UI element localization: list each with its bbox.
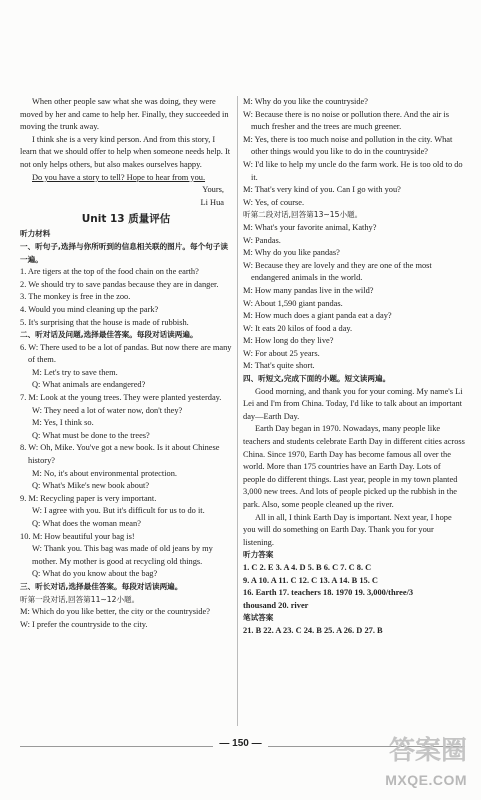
dialogue-question: Q: What does the woman mean? xyxy=(32,519,141,528)
dialogue-line: W: I'd like to help my uncle do the farm work. He is too old to do it. xyxy=(243,159,463,182)
dialogue-line: 10. M: How beautiful your bag is! xyxy=(20,531,135,541)
answers-heading: 笔试答案 xyxy=(243,613,274,623)
dialogue-question: Q: What do you know about the bag? xyxy=(32,569,158,579)
sentence-item: 4. Would you mind cleaning up the park? xyxy=(20,304,159,314)
answers-heading: 听力答案 xyxy=(243,550,274,560)
answer-line: 21. B 22. A 23. C 24. B 25. A 26. D 27. B xyxy=(243,625,383,635)
letter-closing-line: Do you have a story to tell? Hope to hear from you. xyxy=(32,172,206,182)
dialogue-line: W: I prefer the countryside to the city. xyxy=(20,619,148,629)
letter-paragraph: I think she is a very kind person. And from this story, I learn that we should offer to help when someone needs help. It not only helps others, but also makes ourselves happy. xyxy=(20,134,231,169)
part-heading: 四、听短文,完成下面的小题。短文读两遍。 xyxy=(243,374,391,384)
dialogue-line: W: I agree with you. But it's difficult for us to do it. xyxy=(32,506,205,516)
dialogue-line: 7. M: Look at the young trees. They were planted yesterday. xyxy=(20,393,222,403)
dialogue-line: M: How many pandas live in the wild? xyxy=(243,285,374,295)
sentence-item: 3. The monkey is free in the zoo. xyxy=(20,292,131,302)
dialogue-line: M: How much does a giant panda eat a day? xyxy=(243,311,392,321)
answer-line: 1. C 2. E 3. A 4. D 5. B 6. C 7. C 8. C xyxy=(243,562,372,572)
watermark-glyphs: 答案圈 xyxy=(388,736,467,766)
unit-title: Unit 13 质量评估 xyxy=(81,213,171,226)
part-heading: 三、听长对话,选择最佳答案。每段对话读两遍。 xyxy=(20,581,183,591)
dialogue-line: 6. W: There used to be a lot of pandas. But now there are many of them. xyxy=(20,342,232,365)
dialogue-line: M: Why do you like the countryside? xyxy=(243,97,368,106)
dialogue-line: W: It eats 20 kilos of food a day. xyxy=(243,323,353,333)
right-column xyxy=(243,96,465,638)
dialogue-line: 8. W: Oh, Mike. You've got a new book. Is it about Chinese history? xyxy=(20,443,220,466)
dialogue-line: W: For about 25 years. xyxy=(243,348,320,358)
conversation-intro: 听第二段对话,回答第13~15小题。 xyxy=(243,210,363,220)
dialogue-line: M: No, it's about environmental protection. xyxy=(32,468,178,478)
letter-signature: Li Hua xyxy=(200,197,224,207)
dialogue-line: M: Yes, there is too much noise and pollution in the city. What other things would you like to do in the countryside? xyxy=(243,134,453,157)
left-column xyxy=(20,96,232,631)
column-divider xyxy=(237,96,238,726)
sentence-item: 1. Are tigers at the top of the food chain on the earth? xyxy=(20,267,199,277)
letter-paragraph: When other people saw what she was doing, they were moved by her and came to help her. Finally, they succeeded in moving the trunk away. xyxy=(20,97,229,132)
page-number-text: — 150 — xyxy=(213,738,267,749)
sentence-item: 5. It's surprising that the house is made of rubbish. xyxy=(20,317,189,327)
dialogue-line: W: They need a lot of water now, don't they? xyxy=(32,405,183,415)
dialogue-line: M: How long do they live? xyxy=(243,336,334,346)
dialogue-line: W: Because there is no noise or pollution there. And the air is much fresher and the trees are much greener. xyxy=(243,109,449,132)
dialogue-line: M: That's quite short. xyxy=(243,361,315,371)
answer-line: 9. A 10. A 11. C 12. C 13. A 14. B 15. C xyxy=(243,575,378,585)
part-heading: 二、听对话及问题,选择最佳答案。每段对话读两遍。 xyxy=(20,330,198,340)
dialogue-line: M: Why do you like pandas? xyxy=(243,248,340,258)
dialogue-line: W: Because they are lovely and they are one of the most endangered animals in the world. xyxy=(243,260,432,283)
section-heading: 听力材料 xyxy=(20,229,51,239)
dialogue-line: M: Which do you like better, the city or the countryside? xyxy=(20,607,210,617)
dialogue-line: 9. M: Recycling paper is very important. xyxy=(20,493,157,503)
conversation-intro: 听第一段对话,回答第11~12小题。 xyxy=(20,594,140,604)
sentence-item: 2. We should try to save pandas because they are in danger. xyxy=(20,279,219,289)
dialogue-line: W: Yes, of course. xyxy=(243,197,305,207)
passage-paragraph: Earth Day began in 1970. Nowadays, many people like teachers and students celebrate Earth Day in different cities across China. Since 1970, Earth Day has become famous all over the world. More than 175 countries have an Earth Day. Lots of people do different things. Last year, people in my town planted 3,000 new trees. And lots of people picked up the rubbish in the park. Also, some people cleaned up the river. xyxy=(243,424,465,509)
watermark-logo xyxy=(347,730,467,788)
dialogue-line: M: Let's try to save them. xyxy=(32,367,118,377)
dialogue-line: M: What's your favorite animal, Kathy? xyxy=(243,222,377,232)
passage-paragraph: Good morning, and thank you for your coming. My name's Li Lei and I'm from China. Today, I'd like to talk about an important day—Earth Day. xyxy=(243,386,463,421)
answer-line: 16. Earth 17. teachers 18. 1970 19. 3,000/three/3 xyxy=(243,588,414,598)
dialogue-line: W: Thank you. This bag was made of old jeans by my mother. My mother is good at recycling old things. xyxy=(32,544,213,566)
dialogue-line: M: That's very kind of you. Can I go with you? xyxy=(243,185,401,195)
part-heading: 一、听句子,选择与你所听到的信息相关联的图片。每个句子读一遍。 xyxy=(20,241,228,264)
dialogue-question: Q: What animals are endangered? xyxy=(32,380,146,390)
answer-line: thousand 20. river xyxy=(243,600,309,610)
dialogue-line: W: About 1,590 giant pandas. xyxy=(243,298,343,308)
dialogue-question: Q: What's Mike's new book about? xyxy=(32,481,150,491)
dialogue-line: W: Pandas. xyxy=(243,235,281,245)
dialogue-question: Q: What must be done to the trees? xyxy=(32,430,150,440)
watermark-site: MXQE.COM xyxy=(385,772,467,788)
passage-paragraph: All in all, I think Earth Day is important. Next year, I hope you will do something on Earth Day. Thank you for your listening. xyxy=(243,512,452,547)
dialogue-line: M: Yes, I think so. xyxy=(32,418,94,428)
letter-closing: Yours, xyxy=(202,185,224,195)
